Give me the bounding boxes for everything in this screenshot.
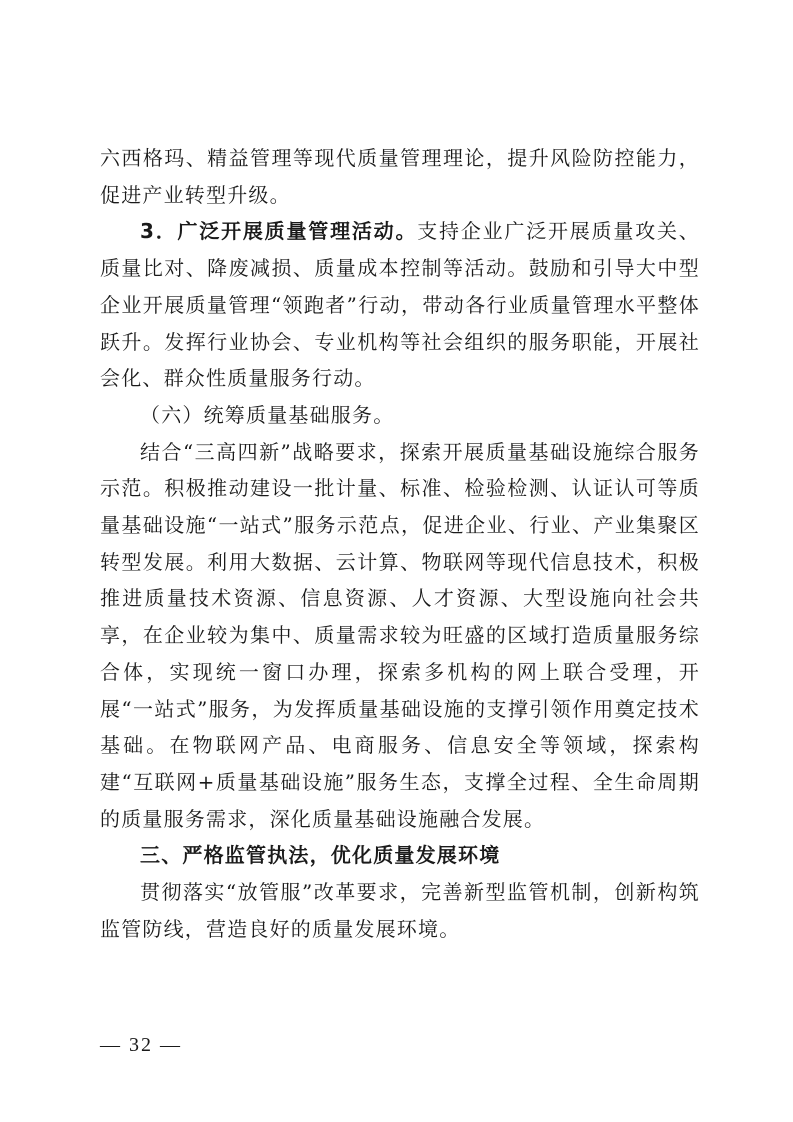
paragraph-quality-services: 结合“三高四新”战略要求，探索开展质量基础设施综合服务示范。积极推动建设一批计量、标准、检验检测、认证认可等质量基础设施“一站式”服务示范点，促进企业、行业、产业集聚区转型发展。利用大数据、云计算、物联网等现代信息技术，积极推进质量技术资源、信息资源、人才资源、大型设施向社会共享，在企业较为集中、质量需求较为旺盛的区域打造质量服务综合体，实现统一窗口办理，探索多机构的网上联合受理，开展“一站式”服务，为发挥质量基础设施的支撑引领作用奠定技术基础。在物联网产品、电商服务、信息安全等领域，探索构建“互联网+质量基础设施”服务生态，支撑全过程、全生命周期的质量服务需求，深化质量基础设施融合发展。 [100,439,700,831]
section-heading: 三、严格监管执法，优化质量发展环境 [140,843,501,868]
paragraph-quality-activities [100,213,700,397]
body-text [100,140,700,947]
paragraph-body: 支持企业广泛开展质量攻关、质量比对、降废减损、质量成本控制等活动。鼓励和引导大中型企业开展质量管理“领跑者”行动，带动各行业质量管理水平整体跃升。发挥行业协会、专业机构等社会组织的服务职能，开展社会化、群众性质量服务行动。 [100,219,700,391]
paragraph-regulation: 贯彻落实“放管服”改革要求，完善新型监管机制，创新构筑监管防线，营造良好的质量发展环境。 [100,880,700,941]
section-subheading: （六）统筹质量基础服务。 [140,402,395,427]
paragraph-continuation: 六西格玛、精益管理等现代质量管理理论，提升风险防控能力，促进产业转型升级。 [100,146,700,207]
page-number: — 32 — [100,1034,182,1056]
subsection-title: 3．广泛开展质量管理活动。 [140,219,418,244]
